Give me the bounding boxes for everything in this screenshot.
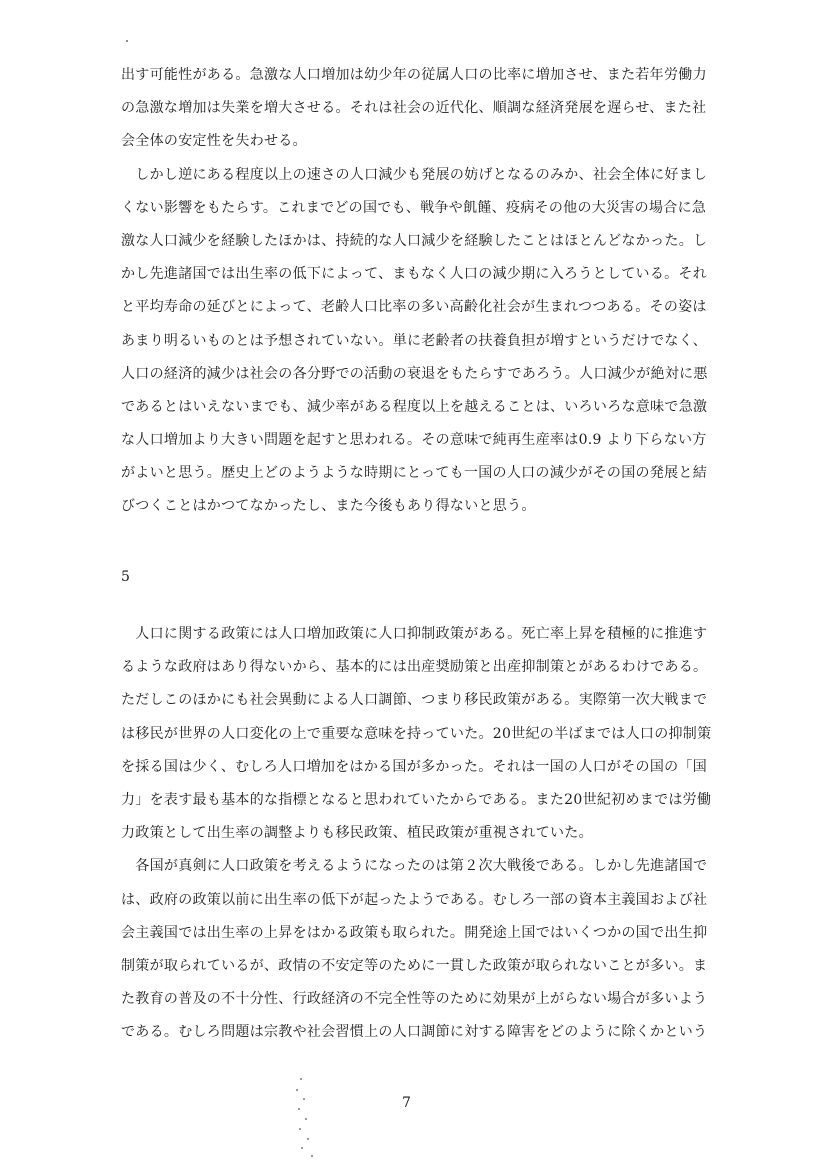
text-line: 会主義国では出生率の上昇をはかる政策も取られた。開発途上国ではいくつかの国で出生抑 xyxy=(121,924,708,941)
text-line: 出す可能性がある。急激な人口増加は幼少年の従属人口の比率に増加させ、また若年労働力 xyxy=(121,67,707,83)
body-text-bottom xyxy=(121,618,742,1049)
text-line: びつくことはかつてなかったし、また今後もあり得ないと思う。 xyxy=(121,498,536,515)
text-line: 人口に関する政策には人口増加政策に人口抑制政策がある。死亡率上昇を積極的に推進す xyxy=(121,626,708,642)
scan-speck xyxy=(301,1147,303,1149)
scan-speck xyxy=(307,1138,309,1140)
text-line: 激な人口減少を経験したほかは、持続的な人口減少を経験したことはほとんどなかった。し xyxy=(121,232,708,249)
text-line: を採る国は少く、むしろ人口増加をはかる国が多かった。それは一国の人口がその国の「国 xyxy=(121,758,708,775)
scan-speck xyxy=(305,1118,307,1120)
text-line: あまり明るいものとは予想されていない。単に老齢者の扶養負担が増すというだけでなく、 xyxy=(121,332,708,349)
text-line: は、政府の政策以前に出生率の低下が起ったようである。むしろ一部の資本主義国および社 xyxy=(121,891,708,908)
text-line: 力」を表す最も基本的な指標となると思われていたからである。また20世紀初めまでは労働 xyxy=(121,791,712,808)
scan-speck xyxy=(300,1078,302,1080)
scan-speck xyxy=(296,1089,298,1091)
scan-speck xyxy=(311,1155,313,1157)
text-line: がよいと思う。歴史上どのようような時期にとっても一国の人口の減少がその国の発展と結 xyxy=(121,465,708,482)
text-line: くない影響をもたらす。これまでどの国でも、戦争や飢饉、疫病その他の大災害の場合に急 xyxy=(121,199,707,216)
text-line: の急激な増加は失業を増大させる。それは社会の近代化、順調な経済発展を遅らせ、また社 xyxy=(121,100,707,117)
text-line: ただしこのほかにも社会異動による人口調節、つまり移民政策がある。実際第一次大戦まで xyxy=(121,692,708,709)
page-number: 7 xyxy=(402,1095,411,1111)
text-line: 制策が取られているが、政情の不安定等のために一貫した政策が取られないことが多い。ま xyxy=(121,957,708,974)
text-line: は移民が世界の人口変化の上で重要な意味を持っていた。20世紀の半ばまでは人口の抑制策 xyxy=(121,725,712,742)
text-line: 人口の経済的減少は社会の各分野での活動の衰退をもたらすであろう。人口減少が絶対に悪 xyxy=(121,365,708,382)
text-line: であるとはいえないまでも、減少率がある程度以上を越えることは、いろいろな意味で急激 xyxy=(121,398,708,415)
text-line: た教育の普及の不十分性、行政経済の不完全性等のために効果が上がらない場合が多いよう xyxy=(121,991,708,1008)
scan-speck xyxy=(303,1098,305,1100)
scan-speck xyxy=(126,40,128,42)
body-text-top xyxy=(121,59,742,524)
text-line: るような政府はあり得ないから、基本的には出産奨励策と出産抑制策とがあるわけである。 xyxy=(121,659,708,676)
text-line: しかし逆にある程度以上の速さの人口減少も発展の妨げとなるのみか、社会全体に好まし xyxy=(121,166,708,183)
scan-speck xyxy=(299,1128,301,1130)
scan-speck xyxy=(298,1108,300,1110)
text-line: である。むしろ問題は宗教や社会習慣上の人口調節に対する障害をどのように除くかという xyxy=(121,1024,708,1041)
text-line: 会全体の安定性を失わせる。 xyxy=(121,133,307,150)
text-line: な人口増加より大きい問題を起すと思われる。その意味で純再生産率は0.9 より下らない方 xyxy=(121,432,707,449)
text-line: かし先進諸国では出生率の低下によって、まもなく人口の減少期に入ろうとしている。それ xyxy=(121,266,708,283)
text-line: 力政策として出生率の調整よりも移民政策、植民政策が重視されていた。 xyxy=(121,825,593,842)
text-line: と平均寿命の延びとによって、老齢人口比率の多い高齢化社会が生まれつつある。その姿は xyxy=(121,299,707,316)
section-number: 5 xyxy=(121,569,130,585)
text-line: 各国が真剣に人口政策を考えるようになったのは第２次大戦後である。しかし先進諸国で xyxy=(121,858,708,875)
